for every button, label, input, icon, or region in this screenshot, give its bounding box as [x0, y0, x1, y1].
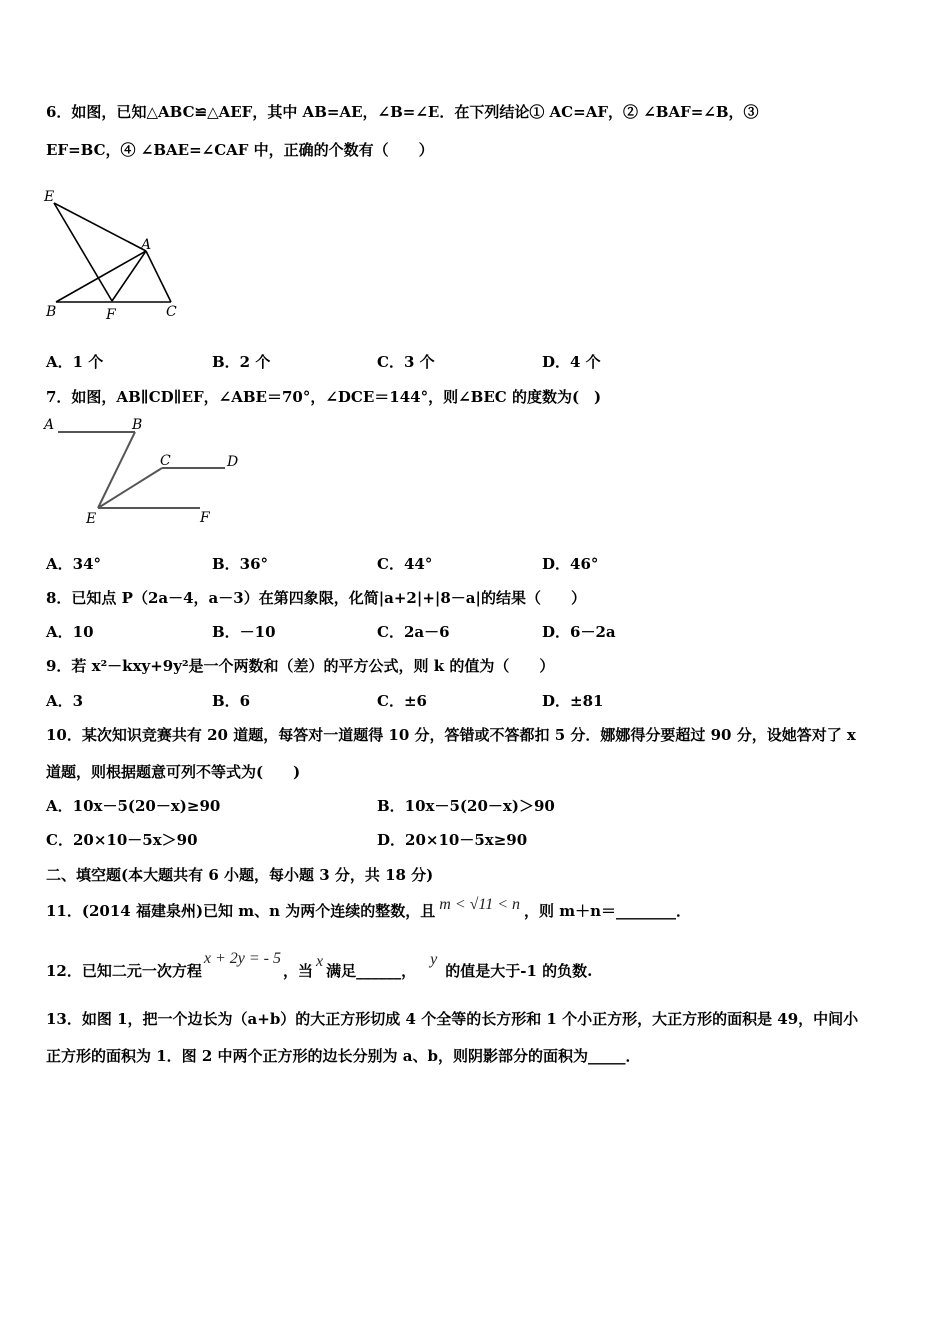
q6-figure: [40, 185, 200, 325]
q12-var-x: x: [316, 953, 324, 970]
q10-option-c: C．20×10－5x＞90: [46, 831, 198, 849]
q6-option-d: D．4 个: [542, 353, 601, 371]
q13-stem-line1: 13．如图 1，把一个边长为（a+b）的大正方形切成 4 个全等的长方形和 1 个小正方形，大正方形的面积是 49，中间小: [46, 1010, 859, 1028]
q12-mid1: ，当: [283, 962, 314, 980]
q6-stem-line1: 6．如图，已知△ABC≌△AEF，其中 AB=AE，∠B=∠E．在下列结论① AC=AF，② ∠BAF=∠B，③: [46, 103, 759, 121]
q7-label-a: A: [44, 417, 55, 433]
q7-option-b: B．36°: [212, 555, 269, 573]
q6-option-a: A．1 个: [46, 353, 104, 371]
q10-option-d: D．20×10－5x≥90: [377, 831, 528, 849]
q6-seg-ba: [56, 251, 146, 302]
q6-seg-fa: [112, 251, 146, 301]
q6-label-a: A: [141, 237, 152, 253]
q7-stem: 7．如图，AB∥CD∥EF，∠ABE＝70°，∠DCE＝144°，则∠BEC 的度数为( ): [46, 388, 602, 406]
q6-label-b: B: [46, 304, 57, 320]
q7-label-d: D: [227, 454, 239, 470]
q6-seg-ac: [146, 251, 171, 302]
q9-stem: 9．若 x²－kxy+9y²是一个两数和（差）的平方公式，则 k 的值为（ ）: [46, 657, 555, 675]
q9-option-b: B．6: [212, 692, 251, 710]
q8-stem: 8．已知点 P（2a－4，a－3）在第四象限，化简|a+2|+|8－a|的结果（ ）: [46, 589, 586, 607]
q8-option-b: B．－10: [212, 623, 276, 641]
q6-label-c: C: [166, 304, 177, 320]
q9-option-c: C．±6: [377, 692, 427, 710]
q8-option-c: C．2a－6: [377, 623, 450, 641]
q6-label-f: F: [106, 307, 116, 323]
q11-formula: m < √11 < n: [439, 896, 521, 913]
q8-option-a: A．10: [46, 623, 94, 641]
q11-stem: [46, 896, 692, 922]
q7-option-c: C．44°: [377, 555, 433, 573]
q7-option-a: A．34°: [46, 555, 102, 573]
q7-label-e: E: [86, 511, 97, 527]
q13-stem-line2: 正方形的面积为 1．图 2 中两个正方形的边长分别为 a、b，则阴影部分的面积为_____．: [46, 1047, 641, 1065]
q11-pre: 11．(2014 福建泉州)已知 m、n 为两个连续的整数，且: [46, 902, 436, 920]
q9-option-d: D．±81: [542, 692, 604, 710]
q7-label-b: B: [132, 417, 143, 433]
q10-stem-line1: 10．某次知识竞赛共有 20 道题，每答对一道题得 10 分，答错或不答都扣 5 分．娜娜得分要超过 90 分，设她答对了 x: [46, 726, 856, 744]
q12-post: 的值是大于-1 的负数.: [445, 962, 593, 980]
q8-option-d: D．6－2a: [542, 623, 616, 641]
q12-mid2: 满足______，: [326, 962, 417, 980]
q7-label-f: F: [200, 510, 210, 526]
q10-stem-line2: 道题，则根据题意可列不等式为( ): [46, 763, 301, 781]
q12-var-y: y: [430, 951, 438, 968]
q10-option-a: A．10x－5(20－x)≥90: [46, 797, 221, 815]
q9-option-a: A．3: [46, 692, 84, 710]
section-2-heading: 二、填空题(本大题共有 6 小题，每小题 3 分，共 18 分): [46, 866, 434, 884]
q7-label-c: C: [160, 453, 171, 469]
q12-stem: [46, 950, 593, 982]
q7-figure: [40, 412, 250, 530]
q12-pre: 12．已知二元一次方程: [46, 962, 202, 980]
q12-formula: x + 2y = - 5: [203, 950, 281, 967]
q6-option-c: C．3 个: [377, 353, 435, 371]
q10-option-b: B．10x－5(20－x)＞90: [377, 797, 555, 815]
q7-option-d: D．46°: [542, 555, 599, 573]
q6-option-b: B．2 个: [212, 353, 271, 371]
q6-stem-line2: EF=BC，④ ∠BAE=∠CAF 中，正确的个数有（ ）: [46, 141, 434, 159]
q6-label-e: E: [44, 189, 55, 205]
q11-post: ，则 m＋n＝________．: [524, 902, 692, 920]
